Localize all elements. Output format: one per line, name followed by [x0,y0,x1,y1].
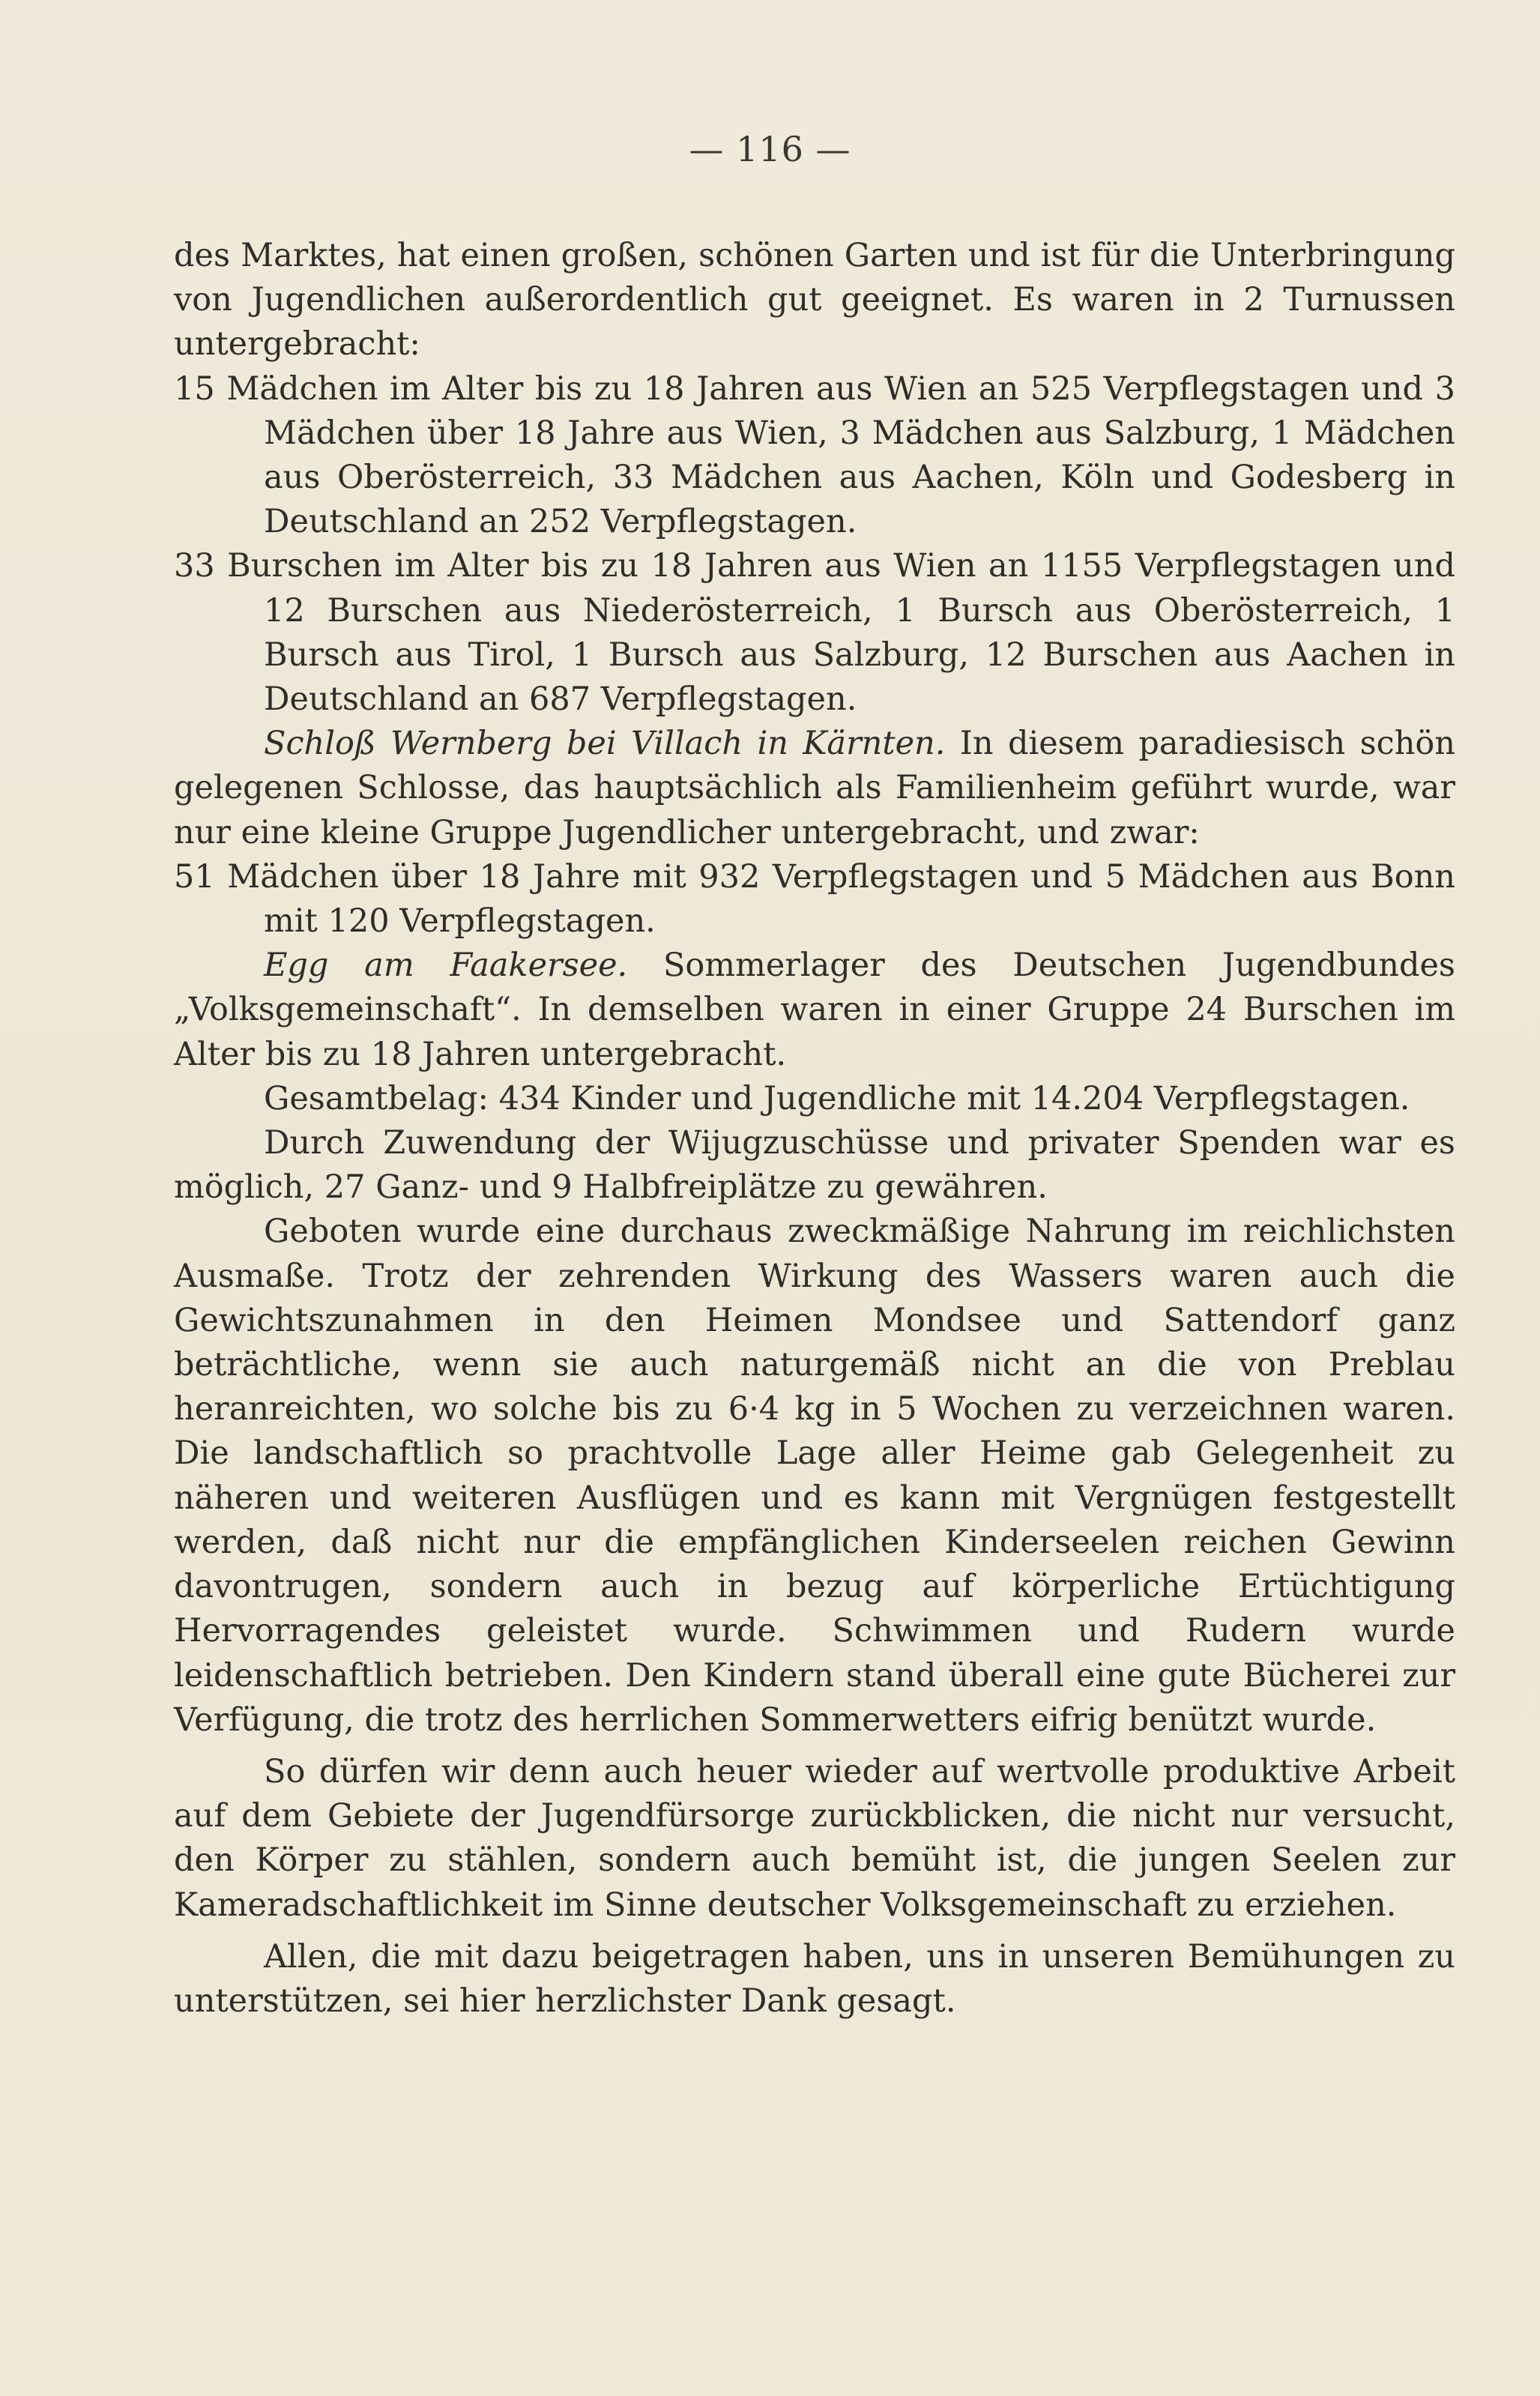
paragraph-conclusion: So dürfen wir denn auch heuer wieder auf wertvolle produktive Arbeit auf dem Gebiete der Jugendfürsorge zurückblicken, die nicht nur versucht, den Körper zu stählen, sondern auch bemüht ist, die jungen Seelen zur Kameradschaftlichkeit im Sinne deutscher Volksgemeinschaft zu erziehen. [174,1752,1455,1924]
paragraph-egg-body: Sommerlager des Deutschen Jugendbundes „Volksgemeinschaft“. In demselben waren in einer Gruppe 24 Burschen im Alter bis zu 18 Jahren untergebracht. [174,947,1455,1073]
paragraph-boys-list: 33 Burschen im Alter bis zu 18 Jahren aus Wien an 1155 Verpflegstagen und 12 Burschen aus Niederösterreich, 1 Bursch aus Oberösterreich, 1 Bursch aus Tirol, 1 Bursch aus Salzburg, 12 Burschen aus Aachen in Deutschland an 687 Verpflegstagen. [174,547,1455,719]
page-number: — 116 — [689,129,851,169]
heading-egg-am-faakersee: Egg am Faakersee. [264,947,628,985]
paragraph-girls-list: 15 Mädchen im Alter bis zu 18 Jahren aus Wien an 525 Verpflegstagen und 3 Mädchen über 18 Jahre aus Wien, 3 Mädchen aus Salzburg, 1 Mädchen aus Oberösterreich, 33 Mädchen aus Aachen, Köln und Godesberg in Deutschland an 252 Verpflegstagen. [174,369,1455,541]
paragraph-wernberg-girls: 51 Mädchen über 18 Jahre mit 932 Verpflegstagen und 5 Mädchen aus Bonn mit 120 Verpflegstagen. [174,857,1455,941]
paragraph-schloss-wernberg [174,722,1455,855]
heading-schloss-wernberg: Schloß Wernberg bei Villach in Kärnten. [264,725,946,763]
paragraph-schloss-wernberg-body: In diesem paradiesisch schön gelegenen Schlosse, das hauptsächlich als Familienheim geführt wurde, war nur eine kleine Gruppe Jugendlicher untergebracht, und zwar: [174,725,1455,851]
paragraph-thanks: Allen, die mit dazu beigetragen haben, uns in unseren Bemühungen zu unterstützen, sei hier herzlichster Dank gesagt. [174,1937,1455,2020]
paragraph-total-occupancy: Gesamtbelag: 434 Kinder und Jugendliche mit 14.204 Verpflegstagen. [264,1079,1410,1117]
paragraph-egg-am-faakersee [174,944,1455,1077]
paragraph-garden-description: des Marktes, hat einen großen, schönen Garten und ist für die Unterbringung von Jugendlichen außerordentlich gut geeignet. Es waren in 2 Turnussen untergebracht: [174,237,1455,363]
paragraph-nutrition: Geboten wurde eine durchaus zweckmäßige Nahrung im reichlichsten Ausmaße. Trotz der zehrenden Wirkung des Wassers waren auch die Gewichtszunahmen in den Heimen Mondsee und Sattendorf ganz beträchtliche, wenn sie auch naturgemäß nicht an die von Preblau heranreichten, wo solche bis zu 6·4 kg in 5 Wochen zu verzeichnen waren. Die landschaftlich so prachtvolle Lage aller Heime gab Gelegenheit zu näheren und weiteren Ausflügen und es kann mit Vergnügen festgestellt werden, daß nicht nur die empfänglichen Kinderseelen reichen Gewinn davontrugen, sondern auch in bezug auf körperliche Ertüchtigung Hervorragendes geleistet wurde. Schwimmen und Rudern wurde leidenschaftlich betrieben. Den Kindern stand überall eine gute Bücherei zur Verfügung, die trotz des herrlichen Sommerwetters eifrig benützt wurde. [174,1213,1455,1739]
paragraph-subsidies: Durch Zuwendung der Wijugzuschüsse und privater Spenden war es möglich, 27 Ganz- und 9 Halbfreiplätze zu gewähren. [174,1124,1455,1207]
body-text [174,234,1455,2024]
